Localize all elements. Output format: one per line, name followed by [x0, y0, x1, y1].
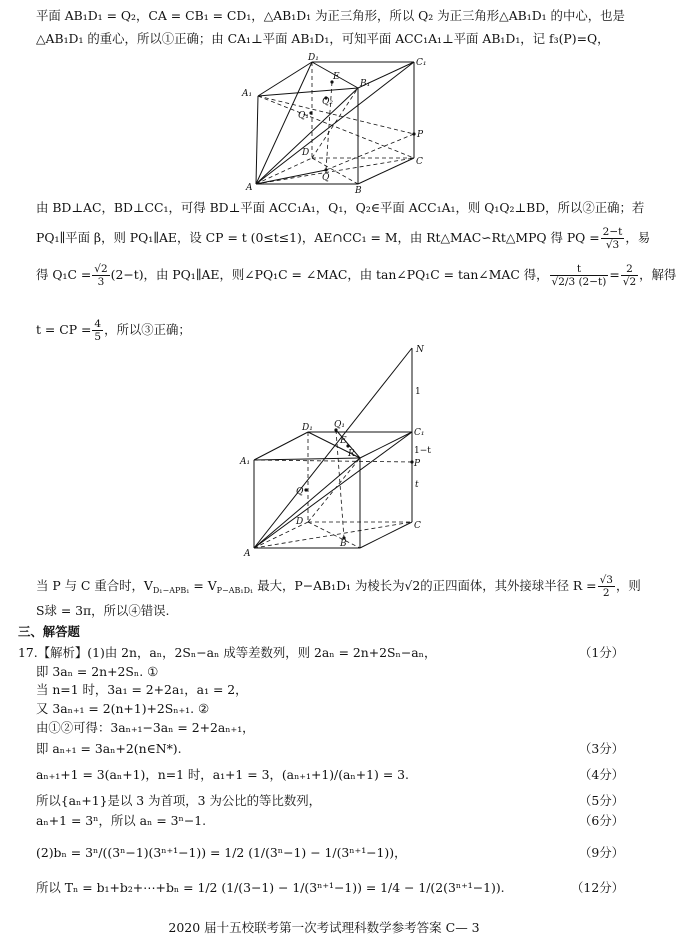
text-span: ，所以③正确； — [104, 322, 191, 337]
solution-text: aₙ₊₁+1 = 3(aₙ+1)，n=1 时，a₁+1 = 3，(aₙ₊₁+1)/(aₙ+1) = 3. — [36, 767, 409, 782]
label-b1: B₁ — [360, 79, 371, 89]
label-d: D — [302, 148, 310, 158]
numerator: 2 — [621, 263, 638, 276]
cube-figure-2 — [236, 342, 436, 564]
text-span: ，则 — [615, 578, 641, 593]
section-heading: 三、解答题 — [18, 624, 80, 639]
score-label: （1分） — [578, 645, 624, 660]
denominator: 2 — [602, 587, 610, 599]
text-line — [36, 224, 651, 252]
solution-line — [36, 880, 636, 896]
score-label: （12分） — [571, 880, 624, 895]
fraction — [92, 318, 103, 343]
text-span: (2−t)，由 PQ₁∥AE，则∠PQ₁C = ∠MAC，由 tan∠PQ₁C = tan∠MAC 得， — [110, 267, 549, 282]
solution-line — [36, 845, 636, 861]
solution-line — [36, 741, 636, 757]
text-line: △AB₁D₁ 的重心，所以①正确；由 CA₁⊥平面 AB₁D₁，可知平面 ACC₁A₁⊥平面 AB₁D₁，记 f₃(P)=Q， — [36, 31, 610, 46]
solution-line — [36, 813, 636, 829]
text-span: PQ₁∥平面 β，则 PQ₁∥AE，设 CP = t (0≤t≤1)，AE∩CC₁ = M，由 Rt△MAC∽Rt△MPQ 得 PQ = — [36, 230, 600, 245]
label-c: C — [414, 521, 421, 531]
text-span: = V — [189, 578, 217, 593]
text-span: 最大，P−AB₁D₁ 为棱长为√2的正四面体，其外接球半径 R = — [253, 578, 597, 593]
subscript: D₁−APB₁ — [152, 586, 190, 595]
label-c1: C₁ — [416, 58, 427, 68]
label-q1: Q₁ — [298, 111, 309, 121]
solution-line — [36, 793, 636, 809]
text-span: ，易 — [625, 230, 651, 245]
text-span: 得 Q₁C = — [36, 267, 92, 282]
numerator: t — [550, 263, 609, 276]
label-b: B — [355, 186, 362, 196]
solution-text: 所以 Tₙ = b₁+b₂+⋯+bₙ = 1/2 (1/(3−1) − 1/(3ⁿ⁺¹−1)) = 1/4 − 1/(2(3ⁿ⁺¹−1)). — [36, 880, 505, 895]
label-a1: A₁ — [242, 89, 253, 99]
numerator: 4 — [94, 318, 102, 330]
score-label: （4分） — [578, 767, 624, 782]
label-d1: D₁ — [302, 423, 313, 433]
text-span: 当 P 与 C 重合时，V — [36, 578, 153, 593]
solution-line — [36, 682, 636, 698]
score-label: （5分） — [578, 793, 624, 808]
fraction — [550, 263, 609, 288]
solution-text: aₙ+1 = 3ⁿ，所以 aₙ = 3ⁿ−1. — [36, 813, 207, 828]
denominator: √2/3 (2−t) — [551, 276, 607, 288]
text-span: = — [609, 267, 620, 282]
numerator: √2 — [94, 263, 108, 275]
label-one-minus-t: 1−t — [414, 446, 431, 456]
label-a1: A₁ — [240, 457, 251, 467]
fraction — [598, 574, 615, 599]
text-line — [36, 572, 641, 600]
numerator: 2−t — [602, 226, 623, 238]
denominator: 3 — [97, 276, 105, 288]
label-n: N — [416, 345, 424, 355]
label-b: B — [340, 539, 347, 549]
fraction — [92, 263, 109, 288]
label-p: P — [417, 130, 424, 140]
label-q2: Q₂ — [322, 97, 333, 107]
solution-text: 即 aₙ₊₁ = 3aₙ+2(n∈N*). — [36, 741, 182, 756]
label-c: C — [416, 157, 423, 167]
cube-figure-1 — [236, 52, 436, 194]
label-q1: Q₁ — [334, 420, 345, 430]
score-label: （6分） — [578, 813, 624, 828]
solution-text: 当 n=1 时，3a₁ = 2+2a₁，a₁ = 2， — [36, 682, 248, 697]
solution-text: 又 3aₙ₊₁ = 2(n+1)+2Sₙ₊₁. ② — [36, 701, 210, 716]
label-a: A — [244, 549, 251, 559]
denominator: 5 — [94, 331, 102, 343]
label-p: P — [414, 459, 421, 469]
page-footer: 2020 届十五校联考第一次考试理科数学参考答案 C— 3 — [168, 920, 480, 935]
solution-text: 由①②可得：3aₙ₊₁−3aₙ = 2+2aₙ₊₁， — [36, 720, 255, 735]
numerator: √3 — [599, 574, 613, 586]
subscript: P−AB₁D₁ — [216, 586, 254, 595]
score-label: （9分） — [578, 845, 624, 860]
label-d1: D₁ — [308, 53, 319, 63]
label-q: Q — [296, 487, 304, 497]
label-e: E — [340, 436, 347, 446]
label-d: D — [296, 517, 304, 527]
text-line: S球 = 3π，所以④错误. — [36, 603, 170, 618]
solution-line — [36, 767, 636, 783]
solution-line — [36, 701, 636, 717]
denominator: √3 — [605, 239, 620, 251]
label-e: E — [333, 72, 340, 82]
label-q: Q — [322, 173, 330, 183]
text-line: 由 BD⊥AC，BD⊥CC₁，可得 BD⊥平面 ACC₁A₁，Q₁，Q₂∈平面 ACC₁A₁，则 Q₁Q₂⊥BD，所以②正确；若 — [36, 200, 645, 215]
solution-text: (2)bₙ = 3ⁿ/((3ⁿ−1)(3ⁿ⁺¹−1)) = 1/2 (1/(3ⁿ−1) − 1/(3ⁿ⁺¹−1))， — [36, 845, 407, 860]
solution-text: 即 3aₙ = 2n+2Sₙ. ① — [36, 664, 159, 679]
denominator: √2 — [622, 276, 637, 288]
text-span: t = CP = — [36, 322, 92, 337]
solution-line — [36, 720, 636, 736]
solution-text: 所以{aₙ+1}是以 3 为首项，3 为公比的等比数列， — [36, 793, 322, 808]
fraction — [601, 226, 625, 251]
fraction — [621, 263, 638, 288]
label-r: R — [348, 449, 355, 459]
label-t: t — [415, 480, 419, 490]
solution-text: 17.【解析】(1)由 2n，aₙ，2Sₙ−aₙ 成等差数列，则 2aₙ = 2n+2Sₙ−aₙ， — [18, 645, 437, 660]
score-label: （3分） — [578, 741, 624, 756]
text-line — [36, 316, 636, 344]
label-c1: C₁ — [414, 428, 425, 438]
solution-line — [36, 664, 636, 680]
text-line: 平面 AB₁D₁ = Q₂，CA = CB₁ = CD₁，△AB₁D₁ 为正三角形，所以 Q₂ 为正三角形△AB₁D₁ 的中心，也是 — [36, 8, 625, 23]
solution-line — [18, 645, 636, 661]
label-a: A — [246, 183, 253, 193]
text-line — [36, 258, 676, 292]
text-span: ，解得 — [639, 267, 676, 282]
label-one: 1 — [415, 387, 421, 397]
